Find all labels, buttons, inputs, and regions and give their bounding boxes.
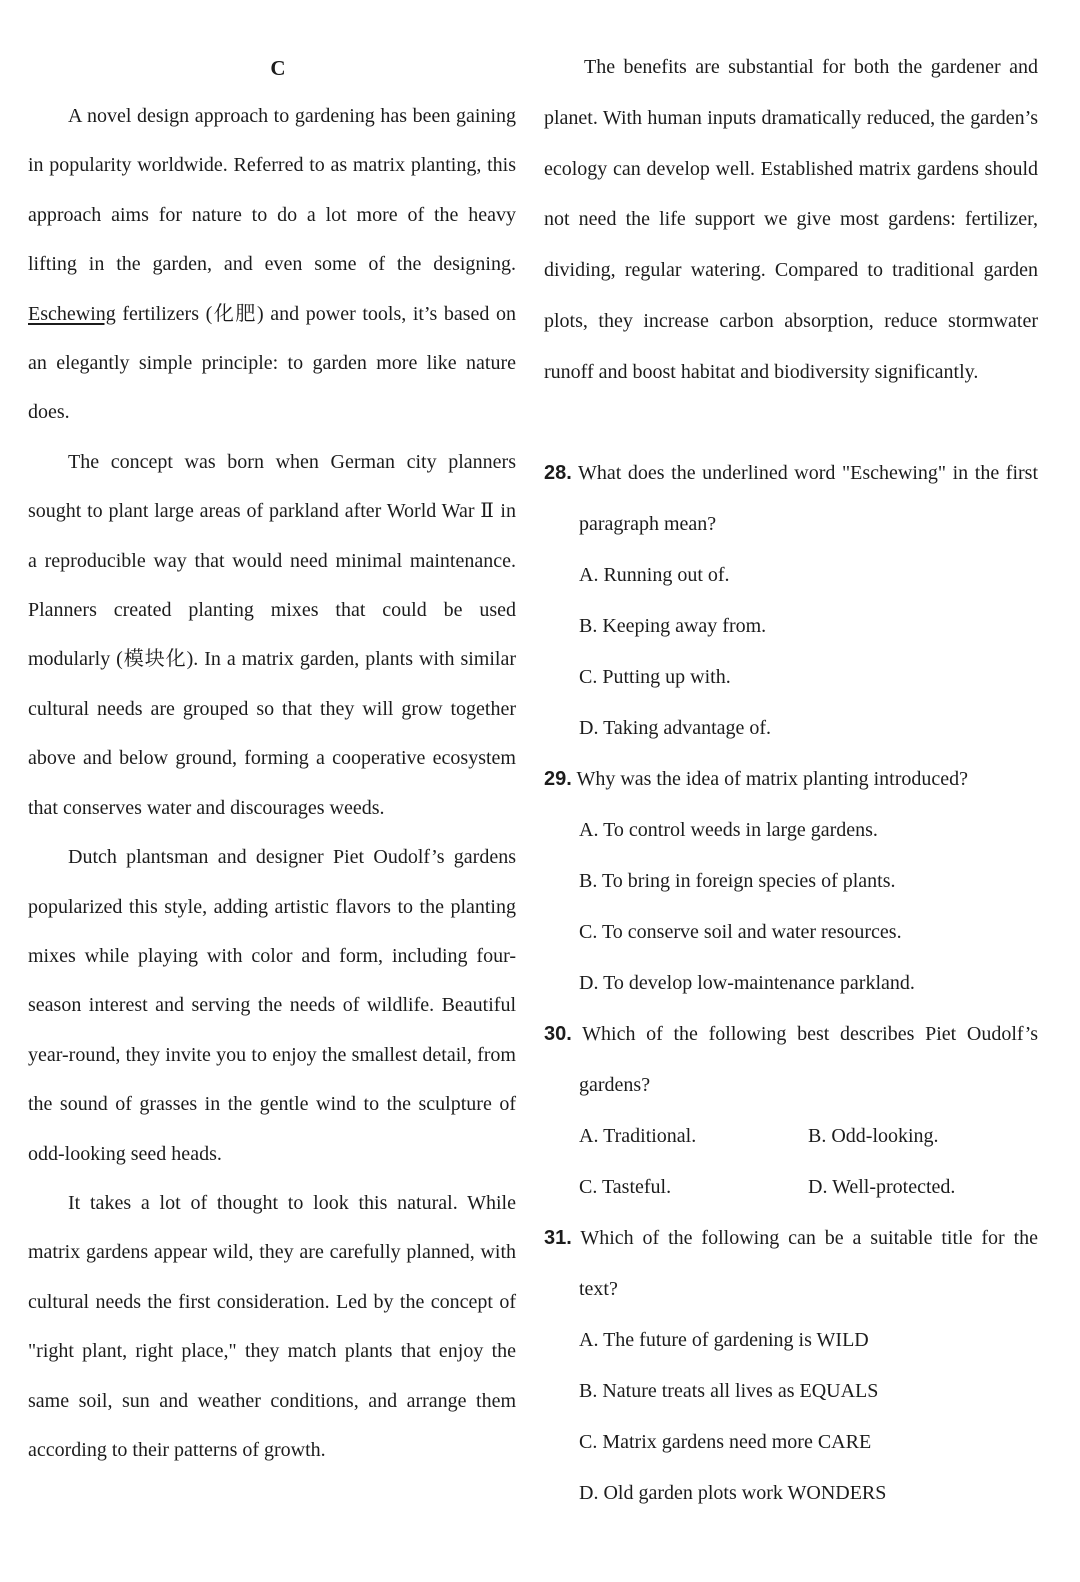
option-b[interactable]: B. Nature treats all lives as EQUALS bbox=[579, 1380, 879, 1402]
underlined-word: Eschewing bbox=[28, 302, 116, 325]
option-b[interactable]: B. Odd-looking. bbox=[808, 1125, 939, 1147]
option-d[interactable]: D. Taking advantage of. bbox=[579, 717, 772, 739]
passage bbox=[28, 92, 516, 1475]
question-number: 31. bbox=[544, 1227, 572, 1249]
passage-paragraph-5: The benefits are substantial for both the gardener and planet. With human inputs dramatically reduced, the garden’s ecology can develop well. Established matrix gardens should not need the life support we give most gardens: fertilizer, dividing, regular watering. Compared to traditional garden plots, they increase carbon absorption, reduce stormwater runoff and boost habitat and biodiversity significantly. bbox=[544, 56, 1038, 383]
option-d[interactable]: D. Old garden plots work WONDERS bbox=[579, 1482, 887, 1504]
question-list bbox=[544, 448, 1038, 1519]
passage-paragraph-1: A novel design approach to gardening has been gaining in popularity worldwide. Referred to as matrix planting, this approach aims for nature to do a lot more of the heavy lifting in the garden, and even some of the designing. Eschewing fertilizers (化肥) and power tools, it’s based on an elegantly simple principle: to garden more like nature does. bbox=[28, 105, 516, 424]
question-29 bbox=[544, 754, 1038, 1009]
option-b[interactable]: B. To bring in foreign species of plants. bbox=[579, 870, 896, 892]
option-d[interactable]: D. Well-protected. bbox=[808, 1176, 956, 1198]
question-number: 28. bbox=[544, 462, 572, 484]
passage-paragraph-3: Dutch plantsman and designer Piet Oudolf’s gardens popularized this style, adding artistic flavors to the planting mixes while playing with color and form, including four-season interest and serving the needs of wildlife. Beautiful year-round, they invite you to enjoy the smallest detail, from the sound of grasses in the gentle wind to the sculpture of odd-looking seed heads. bbox=[28, 846, 516, 1165]
passage-continued bbox=[544, 42, 1038, 398]
option-c[interactable]: C. Tasteful. bbox=[579, 1176, 672, 1198]
option-a[interactable]: A. To control weeds in large gardens. bbox=[579, 819, 878, 841]
question-stem: 28. What does the underlined word "Eschewing" in the first paragraph mean? bbox=[544, 448, 1038, 550]
passage-paragraph-4: It takes a lot of thought to look this natural. While matrix gardens appear wild, they are carefully planned, with cultural needs the first consideration. Led by the concept of "right plant, right place," they match plants that enjoy the same soil, sun and weather conditions, and arrange them according to their patterns of growth. bbox=[28, 1191, 516, 1461]
question-30 bbox=[544, 1009, 1038, 1213]
option-c[interactable]: C. Matrix gardens need more CARE bbox=[579, 1431, 872, 1453]
question-28 bbox=[544, 448, 1038, 754]
question-stem: 31. Which of the following can be a suitable title for the text? bbox=[544, 1213, 1038, 1315]
option-a[interactable]: A. Traditional. bbox=[579, 1125, 697, 1147]
option-b[interactable]: B. Keeping away from. bbox=[579, 615, 767, 637]
question-number: 30. bbox=[544, 1023, 572, 1045]
option-a[interactable]: A. Running out of. bbox=[579, 564, 730, 586]
option-row bbox=[544, 1162, 1038, 1213]
passage-paragraph-2: The concept was born when German city planners sought to plant large areas of parkland after World War Ⅱ in a reproducible way that would need minimal maintenance. Planners created planting mixes that could be used modularly (模块化). In a matrix garden, plants with similar cultural needs are grouped so that they will grow together above and below ground, forming a cooperative ecosystem that conserves water and discourages weeds. bbox=[28, 450, 516, 819]
question-stem: 29. Why was the idea of matrix planting introduced? bbox=[544, 754, 1038, 805]
option-c[interactable]: C. Putting up with. bbox=[579, 666, 731, 688]
section-letter: C bbox=[270, 56, 286, 80]
option-c[interactable]: C. To conserve soil and water resources. bbox=[579, 921, 902, 943]
question-stem: 30. Which of the following best describes Piet Oudolf’s gardens? bbox=[544, 1009, 1038, 1111]
option-d[interactable]: D. To develop low-maintenance parkland. bbox=[579, 972, 915, 994]
option-row bbox=[544, 1111, 1038, 1162]
option-a[interactable]: A. The future of gardening is WILD bbox=[579, 1329, 869, 1351]
question-31 bbox=[544, 1213, 1038, 1519]
question-number: 29. bbox=[544, 768, 572, 790]
